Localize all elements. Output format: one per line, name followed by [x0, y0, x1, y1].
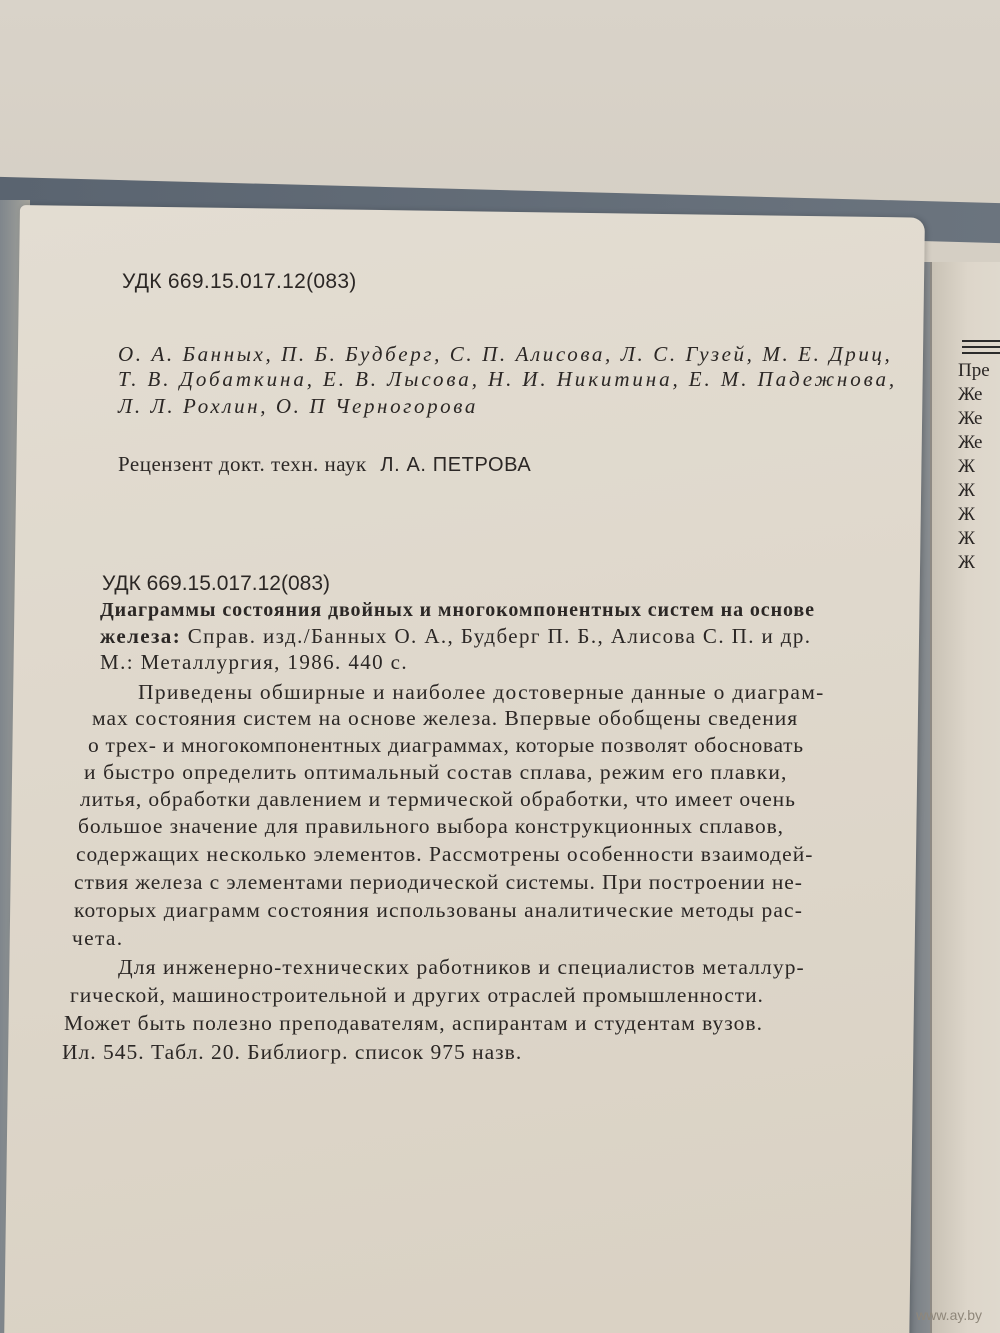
bibliography-imprint: М.: Металлургия, 1986. 440 с. — [100, 650, 409, 674]
bibliography-title-line: Диаграммы состояния двойных и многокомпонентных систем на основе — [100, 599, 815, 621]
bibliography-title-line2 — [100, 624, 811, 649]
abstract-line: которых диаграмм состояния использованы аналитические методы рас- — [74, 898, 803, 922]
abstract-line: Может быть полезно преподавателям, аспирантам и студентам вузов. — [64, 1011, 763, 1035]
right-page-line: Же — [958, 384, 983, 405]
right-page-rule — [962, 352, 1000, 354]
watermark: www.ay.by — [916, 1307, 982, 1323]
right-page-line: Ж — [958, 552, 976, 573]
right-page-line: Же — [958, 408, 983, 429]
abstract-line: ствия железа с элементами периодической системы. При построении не- — [74, 870, 803, 894]
reviewer-name: Л. А. ПЕТРОВА — [380, 454, 532, 476]
abstract-line: Для инженерно-технических работников и специалистов металлур- — [118, 955, 805, 979]
abstract-line: и быстро определить оптимальный состав сплава, режим его плавки, — [84, 760, 788, 784]
authors-line: Т. В. Добаткина, Е. В. Лысова, Н. И. Никитина, Е. М. Падежнова, — [118, 367, 898, 391]
right-page-line: Ж — [958, 480, 976, 501]
abstract-line: большое значение для правильного выбора конструкционных сплавов, — [78, 814, 784, 838]
abstract-line: гической, машиностроительной и других отраслей промышленности. — [70, 983, 764, 1007]
right-page-rule — [962, 340, 1000, 342]
abstract-line: содержащих несколько элементов. Рассмотрены особенности взаимодей- — [76, 842, 814, 866]
abstract-line: о трех- и многокомпонентных диаграммах, которые позволят обосновать — [88, 733, 804, 757]
right-page-line: Ж — [958, 456, 976, 477]
right-page-line: Же — [958, 432, 983, 453]
abstract-line: литья, обработки давлением и термической обработки, что имеет очень — [80, 787, 796, 811]
right-page-line: Ж — [958, 504, 976, 525]
authors-line: О. А. Банных, П. Б. Будберг, С. П. Алисова, Л. С. Гузей, М. Е. Дриц, — [118, 342, 893, 366]
bibliography-udk: УДК 669.15.017.12(083) — [102, 572, 331, 595]
right-page-rule — [962, 346, 1000, 348]
udk-header: УДК 669.15.017.12(083) — [122, 270, 357, 293]
reviewer-label: Рецензент докт. техн. наук — [118, 452, 367, 476]
bibliography-title-bold: железа: — [100, 624, 182, 648]
authors-line: Л. Л. Рохлин, О. П Черногорова — [118, 394, 478, 418]
abstract-line: мах состояния систем на основе железа. Впервые обобщены сведения — [92, 706, 799, 730]
right-page-line: Ж — [958, 528, 976, 549]
reviewer-line — [118, 452, 531, 477]
bibliography-authors: Справ. изд./Банных О. А., Будберг П. Б., Алисова С. П. и др. — [181, 624, 812, 648]
abstract-line: Ил. 545. Табл. 20. Библиогр. список 975 назв. — [62, 1040, 523, 1064]
abstract-line: Приведены обширные и наиболее достоверные данные о диаграм- — [138, 680, 825, 704]
right-page-line: Пре — [958, 360, 990, 381]
abstract-line: чета. — [72, 926, 124, 950]
